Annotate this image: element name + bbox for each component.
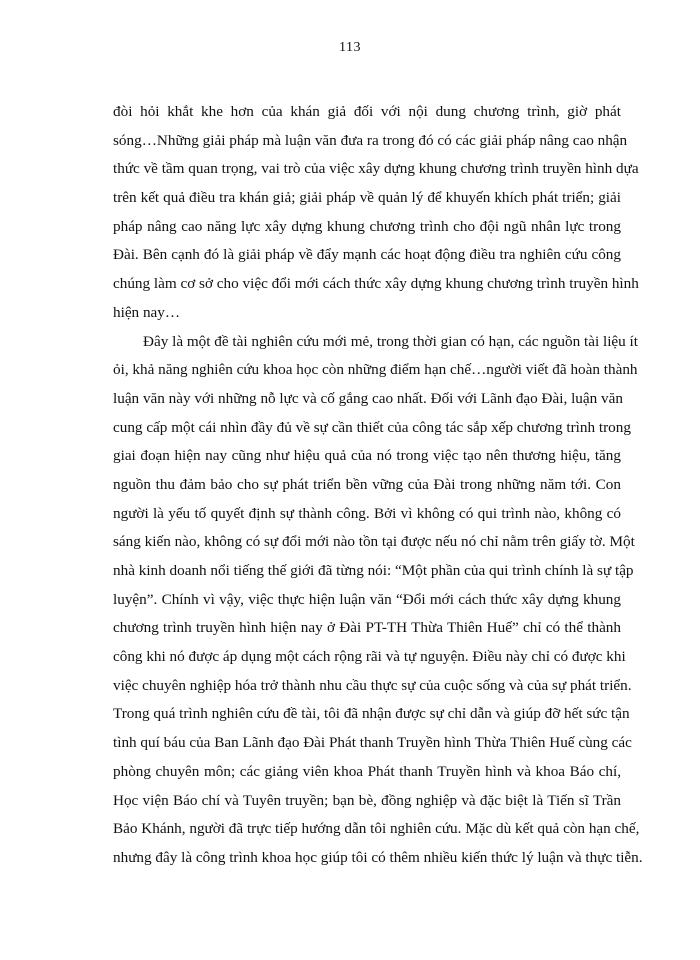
text-line: giai đoạn hiện nay cũng như hiệu quả của nó trong việc tạo nên thương hiệu, tăng (113, 447, 621, 465)
body-text (113, 98, 643, 873)
text-line: Trong quá trình nghiên cứu đề tài, tôi đã nhận được sự chỉ dẫn và giúp đỡ hết sức tận (113, 705, 630, 723)
text-line: ỏi, khả năng nghiên cứu khoa học còn những điểm hạn chế…người viết đã hoàn thành (113, 361, 638, 379)
text-line: Đây là một đề tài nghiên cứu mới mẻ, trong thời gian có hạn, các nguồn tài liệu ít (143, 332, 638, 350)
text-line: nguồn thu đảm bảo cho sự phát triển bền vững của Đài trong những năm tới. Con (113, 475, 621, 493)
text-line: Bảo Khánh, người đã trực tiếp hướng dẫn tôi nghiên cứu. Mặc dù kết quả còn hạn chế, (113, 820, 640, 838)
text-line: việc chuyên nghiệp hóa trở thành nhu cầu thực sự của cuộc sống và của sự phát triển. (113, 676, 632, 694)
text-line: trên kết quả điều tra khán giả; giải pháp về quản lý để khuyến khích phát triển; giải (113, 189, 621, 207)
text-line: cung cấp một cái nhìn đầy đủ về sự cần thiết của công tác sắp xếp chương trình trong (113, 418, 631, 436)
text-line: hiện nay… (113, 303, 181, 321)
text-line: chúng làm cơ sở cho việc đổi mới cách thức xây dựng khung chương trình truyền hình (113, 275, 639, 293)
text-line: sáng kiến nào, không có sự đổi mới nào tồn tại được nếu nó chỉ nằm trên giấy tờ. Một (113, 533, 635, 551)
text-line: sóng…Những giải pháp mà luận văn đưa ra trong đó có các giải pháp nâng cao nhận (113, 131, 628, 149)
text-line: tình quí báu của Ban Lãnh đạo Đài Phát thanh Truyền hình Thừa Thiên Huế cùng các (113, 734, 632, 752)
text-line: pháp nâng cao năng lực xây dựng khung chương trình cho đội ngũ nhân lực trong (113, 217, 621, 235)
paragraph-acknowledgements (113, 700, 643, 872)
text-line: luyện”. Chính vì vậy, việc thực hiện luận văn “Đổi mới cách thức xây dựng khung (113, 590, 621, 608)
paragraph-solutions (113, 98, 639, 328)
text-line: nhưng đây là công trình khoa học giúp tôi có thêm nhiều kiến thức lý luận và thực tiễn. (113, 848, 643, 866)
text-line: công khi nó được áp dụng một cách rộng rãi và tự nguyện. Điều này chỉ có được khi (113, 648, 626, 666)
text-line: thức về tầm quan trọng, vai trò của việc xây dựng khung chương trình truyền hình dựa (113, 160, 639, 178)
text-line: Học viện Báo chí và Tuyên truyền; bạn bè, đồng nghiệp và đặc biệt là Tiến sĩ Trần (113, 791, 621, 809)
page-number: 113 (339, 40, 361, 55)
text-line: luận văn này với những nỗ lực và cố gắng cao nhất. Đối với Lãnh đạo Đài, luận văn (113, 389, 623, 407)
text-line: đòi hỏi khắt khe hơn của khán giả đối với nội dung chương trình, giờ phát (113, 103, 621, 120)
text-line: nhà kinh doanh nổi tiếng thế giới đã từng nói: “Một phần của qui trình chính là sự tập (113, 562, 634, 579)
text-line: người là yếu tố quyết định sự thành công. Bởi vì không có qui trình nào, không có (113, 504, 621, 522)
text-line: phòng chuyên môn; các giảng viên khoa Phát thanh Truyền hình và khoa Báo chí, (113, 762, 621, 780)
text-line: Đài. Bên cạnh đó là giải pháp về đẩy mạnh các hoạt động điều tra nghiên cứu công (113, 246, 621, 264)
text-line: chương trình truyền hình hiện nay ở Đài PT-TH Thừa Thiên Huế” chỉ có thể thành (113, 619, 621, 637)
paragraph-research-topic (113, 328, 638, 701)
